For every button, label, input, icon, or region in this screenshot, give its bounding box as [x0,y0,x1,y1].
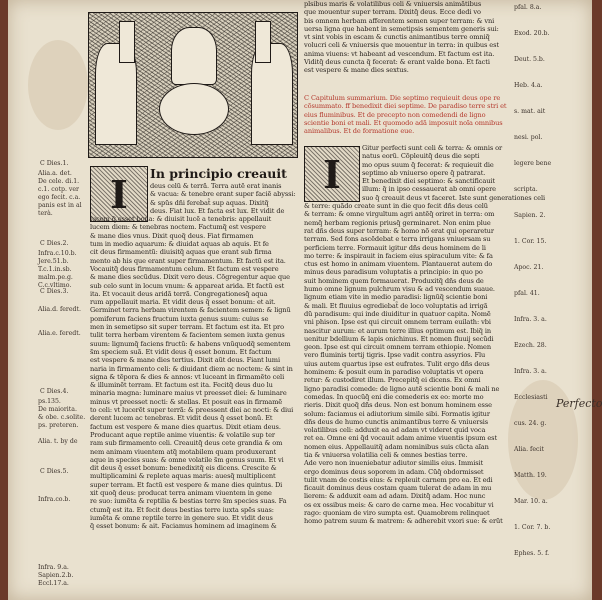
text-line: lucem diem: & tenebras noctem. Factumq̃ est vespere [90,223,266,232]
text-line: & vacua: & tenebre erant super faciẽ abyssi: [150,190,296,199]
text-line: uenitur bdellium & lapis onichinus. Et nomen fluuij secũdi [304,334,494,343]
margin-note: Eccl.17.a. [38,580,69,587]
text-line: & illuminẽt terram. Et factum est ita. Fecitq̃ deus duo lu [90,381,273,390]
handwritten-annotation: Perfecto [556,397,602,410]
text-line: mo opus suum q̃ fecerat: & requieuit die [362,160,494,169]
text-line: dñs deus de humo cunctis animantibus terre & vniuersis [304,417,489,426]
text-line: plsibus maris & volatilibus celi & vniuersis animãtibus [304,0,482,8]
chapter-summary-red: C Capitulum summarium. Die septimo requieuit deus ope re cõsummato. ff benedixit diei septime. De paradiso terre stri et eius fluminibus. Et de precepto non comedendi de ligno scientie boni et mali. Et quomodo adã imposuit noĩa omnibus animalibus. Et de formatione eue. [304,94,507,136]
margin-note: Matth. 19. [514,472,547,479]
text-line: tulit terra herbam virentem & facientem semen iuxta genus [90,331,285,340]
margin-note: Ecclesiasti [514,394,548,401]
margin-note: Heb. 4.a. [514,82,543,89]
text-line: minaria magna: luminare maius vt preesset diei: & luminare [90,389,287,398]
text-line: uersa ligna que habent in semetipsis sementem generis sui: [304,24,499,33]
text-line: & terram: & omne virgultum agri antẽq̃ oriret in terra: om [304,210,495,219]
text-line: homo patrem suum & matrem: & adherebit vxori sue: & erũt [304,517,503,526]
book-page [8,0,602,600]
text-line: s̃m speciem suã. Et vidit deus q̃ esset bonum. Et factum [90,347,272,356]
text-line: bis omnem herbam afferentem semen super terram: & vni [304,16,495,25]
text-line: vni phison. Ipse est qui circuit omnem terram euilath: vbi [304,318,491,327]
text-line: deus. Fiat lux. Et facta est lux. Et vidit de [150,206,285,215]
text-line: tum in medio aquarum: & diuidat aquas ab aquis. Et fe [90,240,269,249]
margin-note: 1. Cor. 15. [514,238,547,245]
right-text-top [304,0,512,80]
paper-stain [28,40,88,130]
text-line: que mouentur super terram. Dixitq̃ deus. Ecce dedi vo [304,8,481,17]
margin-note: pfal. 41. [514,290,540,297]
text-line: factum est vespere & mane dies quartus. Dixit etiam deus. [90,422,281,431]
margin-note: Infra. 3. a. [514,316,547,323]
text-line: & mane dies secũdus. Dixit vero deus. Cõgregentur aque que [90,273,290,282]
margin-note: Infra. 3. a. [514,368,547,375]
text-line: suo q̃ creauit deus vt faceret. Iste sunt generationes celi [362,193,545,202]
text-line: multiplicamini & replete aquas maris: auesq̃ multiplicent [90,472,276,481]
margin-note: & obe. c.solite. [38,414,86,421]
vase-right [255,21,271,63]
text-line: q̃ esset bonum: & ait. Faciamus hominem ad imaginem & [90,522,277,531]
margin-note: Alia. t. by de [38,438,78,445]
text-line: suum: lignumq̃ faciens fructũ: & habens vnũquodq̃ sementem [90,339,291,348]
text-line: geon. Ipse est qui circuit omnem terram ethiopie. Nomen [304,343,491,352]
margin-note: malm.pe.g. [38,274,73,281]
text-line: vt sint vobis in escam & cunctis animantibus terre omniq̃ [304,33,490,42]
text-line: lierem: & adduxit eam ad adam. Dixitq̃ adam. Hoc nunc [304,492,486,501]
text-line: Viditq̃ deus cuncta q̃ fecerat: & erant valde bona. Et facti [304,58,490,67]
text-line: dit deus q̃ esset bonum: benedixitq̃ eis dicens. Crescite & [90,464,277,473]
margin-label-day3: C Dies.3. [40,288,69,295]
text-line: & mali. Et fluuius egrediebat̃ de loco voluptatis ad irrigã [304,301,488,310]
text-line: terram. Sed fons ascẽdebat e terra irrigans vniuersam su [304,235,491,244]
text-line: nomen eius. Appellauitq̃ adam nominibus suis cũcta aĩan [304,442,489,451]
margin-note: pfal. 8.a. [514,4,542,11]
margin-note: c.1. cotp. ver [38,186,79,193]
margin-note: nesi. pol. [514,134,543,141]
margin-note: terà. [38,210,53,217]
margin-note: ego fecit. c.a. [38,194,81,201]
creation-woodcut-illustration [88,12,298,158]
text-line: nemq̃ herbam regionis priusq̃ germinaret. Non enim plue [304,218,491,227]
margin-note: 1. Cor. 7. b. [514,524,551,531]
margin-note: Apoc. 21. [514,264,544,271]
text-line: Vocauitq̃ deus firmamentum celum. Et factum est vespere [90,264,279,273]
margin-note: Deut. 5.b. [514,56,545,63]
text-line: rum appellauit maria. Et vidit deus q̃ esset bonum: et ait. [90,298,276,307]
text-line: minus deus paradisum voluptatis a principio: in quo po [304,268,483,277]
margin-note: T.c.1.in.sb. [38,266,72,273]
text-line: ita. Et vocauit deus aridã terrã. Congregationesq̃ aqua [90,289,268,298]
text-line: Gitur perfecti sunt celi & terra: & omnis or [362,144,503,152]
text-line: minus vt preesset nocti: & stellas. Et posuit eas in firmamẽ [90,397,283,406]
text-line: pomiferum faciens fructum iuxta genus suum: cuius se [90,314,269,323]
text-line: iumẽta & omne reptile terre in genere suo. Et vidit deus [90,513,273,522]
text-line: ergo dominus deus soporem in adam. Cũq̃ obdormisset [304,467,484,476]
text-line: & spũs dñi ferebat̃ sup aquas. Dixitq̃ [150,198,269,207]
text-line: derent lucem ac tenebras. Et vidit deus q̃ esset bonũ. Et [90,414,273,423]
text-line: nem animam viuentem atq̃ motabilem quam produxerant [90,447,276,456]
margin-note: panis est in al [38,202,82,209]
text-line: xit quoq̃ deus: producat terra animam viuentem in gene [90,488,272,497]
text-line: mo terre: & inspirauit in faciem eius spiraculum vite: & fa [304,251,493,260]
margin-label-day5: C Dies.5. [40,468,69,475]
vase-left [119,21,135,63]
text-line: naria in firmamento celi: & diuidant diem ac noctem: & sint in [90,364,293,373]
text-line: to celi: vt lucerẽt super terrã: & preessent diei ac nocti: & diui [90,406,294,415]
text-line: comedas. In quocũq̃ eni die comederis ex eo: morte mo [304,392,484,401]
text-line: signa & tẽpora & dies & annos: vt luceant in firmamẽto celi [90,372,285,381]
text-line: Germinet terra herbam virentem & facientem semen: & lignũ [90,306,291,315]
margin-label-day4: C Dies.4. [40,388,69,395]
margin-note: ps.135. [38,398,61,405]
text-line: humo omne lignum pulchrum visu & ad vescendum suaue. [304,285,495,294]
text-line: suit hominem quem formauerat. Produxitq̃ dñs deus de [304,276,484,285]
margin-note: Infra. 9.a. [38,564,69,571]
text-line: tia & vniuersa volatilia celi & omnes bestias terre. [304,450,468,459]
margin-note: Mar. 10. a. [514,498,548,505]
text-line: aque in species suas: & omne volatile s̃m genus suum. Et vi [90,455,284,464]
text-line: Producant aque reptile anime viuentis: & volatile sup ter [90,430,275,439]
margin-note: scripta. [514,186,538,193]
text-line: ret ea. Omne eni q̃d vocauit adam anime viuentis ipsum est [304,434,498,443]
text-line: nascitur aurum: et aurum terre illius optimum est. Ibiq̃ in [304,326,491,335]
text-line: mento ab his que erant super firmamentum. Et factũ est ita. [90,256,286,265]
text-line: volatilibus celi: adduxit ea ad adam vt videret quid voca [304,426,486,435]
margin-note: ps. preteren. [38,422,79,429]
text-line: septimo ab vniuerso opere q̃ patrarat. [362,168,486,177]
text-line: deus celũ & terrã. Terra autẽ erat inanis [150,182,282,190]
margin-note: Infra.co.b. [38,496,71,503]
text-line: lucem q̃ esset bona: & diuisit lucẽ a tenebris: appellauit [90,215,272,224]
text-line: ligno paradisi comede: de ligno autẽ scientie boni & mali ne [304,384,500,393]
chapter-heading: In principio creauit [150,166,287,181]
margin-note: cus. 24. g. [514,420,547,427]
decorated-initial-right: I [304,146,360,202]
text-line: lignum etiam vite in medio paradisi: lignũq̃ scientie boni [304,293,488,302]
text-line: volucri celi & vniuersis que mouentur in terra: in quibus est [304,41,499,50]
right-margin-notes [514,4,574,594]
margin-note: C.c.vltimo. [38,282,72,289]
margin-note: Jere.51.b. [38,258,69,265]
text-line: re suo: iumẽta & reptilia & bestias terre s̃m species suas. Fa [90,497,287,506]
text-line: & terre: quãdo create sunt in die quo fecit dñs deus celũ [304,202,488,211]
margin-note: Sapien. 2. [514,212,546,219]
text-line: & mane dies vnus. Dixit quoq̃ deus. Fiat firmamen [90,231,254,240]
text-line: ctumq̃ est ita. Et fecit deus bestias terre iuxta spẽs suas: [90,505,274,514]
margin-note: Alia.e. feredt. [38,330,81,337]
text-line: sub celo sunt in locum vnum: & appareat arida. Et factũ est [90,281,285,290]
margin-note: Alia. fecit [514,446,544,453]
margin-note: Ephes. 5. f. [514,550,550,557]
margin-label-day1: C Dies.1. [40,160,69,167]
text-line: ficauit dominus deus costam quam tulerat de adam in mu [304,484,492,493]
margin-note: Exod. 20.b. [514,30,550,37]
text-line: solum: faciamus ei adiutorium simile sibi. Formatis igitur [304,409,490,418]
text-line: cit deus firmamentũ: diuisitq̃ aquas que erant sub firma [90,248,272,257]
margin-note: Alia.a. det. [38,170,72,177]
text-line: rieris. Dixit quoq̃ dñs deus. Non est bonum hominem esse [304,401,492,410]
text-line: rago: quoniam de viro sumpta est. Quamobrem relinquet [304,509,490,518]
margin-note: legere bene [514,160,552,167]
text-line: est vespere & mane dies tertius. Dixit aũt deus. Fiant lumi [90,356,280,365]
globe-figure [159,83,229,135]
god-figure [171,27,217,85]
margin-note: Sapien.2.b. [38,572,74,579]
text-line: tulit vnam de costis eius: & repleuit carnem pro ea. Et edi [304,475,493,484]
text-line: natus eorũ. Cõpleuitq̃ deus die septi [362,152,480,161]
text-line: retur: & custodiret illum. Precepitq̃ ei dicens. Ex omni [304,376,481,385]
text-line: dũ paradisum: qui inde diuiditur in quatuor capita. Nomẽ [304,309,491,318]
left-margin-notes [38,170,86,600]
text-line: men in semetipso sit super terram. Et factum est ita. Et pro [90,323,284,332]
text-line: os ex ossibus meis: & caro de carne mea. Hec vocabitur vi [304,500,494,509]
margin-label-day2: C Dies.2. [40,240,69,247]
text-line: ram sub firmamento celi. Creauitq̃ deus cete grandia & om [90,439,283,448]
text-line: rat dñs deus super terram: & homo nõ erat qui operaretur [304,226,494,235]
margin-note: Alia.d. feredt. [38,306,81,313]
margin-note: De cele. di.1. [38,178,80,185]
text-line: Et benedixit diei septimo: & sanctificauit [362,177,495,186]
left-text-column [90,182,302,600]
text-line: uius autem quartus ipse est eufrates. Tulit ergo dñs deus [304,359,490,368]
text-line: est vespere & mane dies sextus. [304,66,409,75]
margin-note: s. mat. ait [514,108,546,115]
text-line: ctus est homo in animam viuentem. Plantauerat autem do [304,260,493,269]
text-line: super terram. Et factũ est vespere & mane dies quintus. Di [90,480,283,489]
text-line: anima viuens: vt habeant ad vescendum. Et factum est ita. [304,49,495,58]
text-line: perficiem terre. Formauit igitur dñs deus hominem de li [304,243,486,252]
text-line: vero fluminis tertij tigris. Ipse vadit contra assyrios. Flu [304,351,486,360]
text-line: Ade vero non inueniebatur adiutor similis eius. Immisit [304,459,484,468]
text-line: hominem: & posuit eum in paradiso voluptatis vt opera [304,368,484,377]
margin-note: Ezech. 28. [514,342,547,349]
text-line: illum: q̃ in ipso cessauerat ab omni opere [362,185,496,194]
margin-note: Infra.c.10.b. [38,250,77,257]
decorated-initial-left: I [90,166,148,222]
margin-note: De maiorita. [38,406,77,413]
